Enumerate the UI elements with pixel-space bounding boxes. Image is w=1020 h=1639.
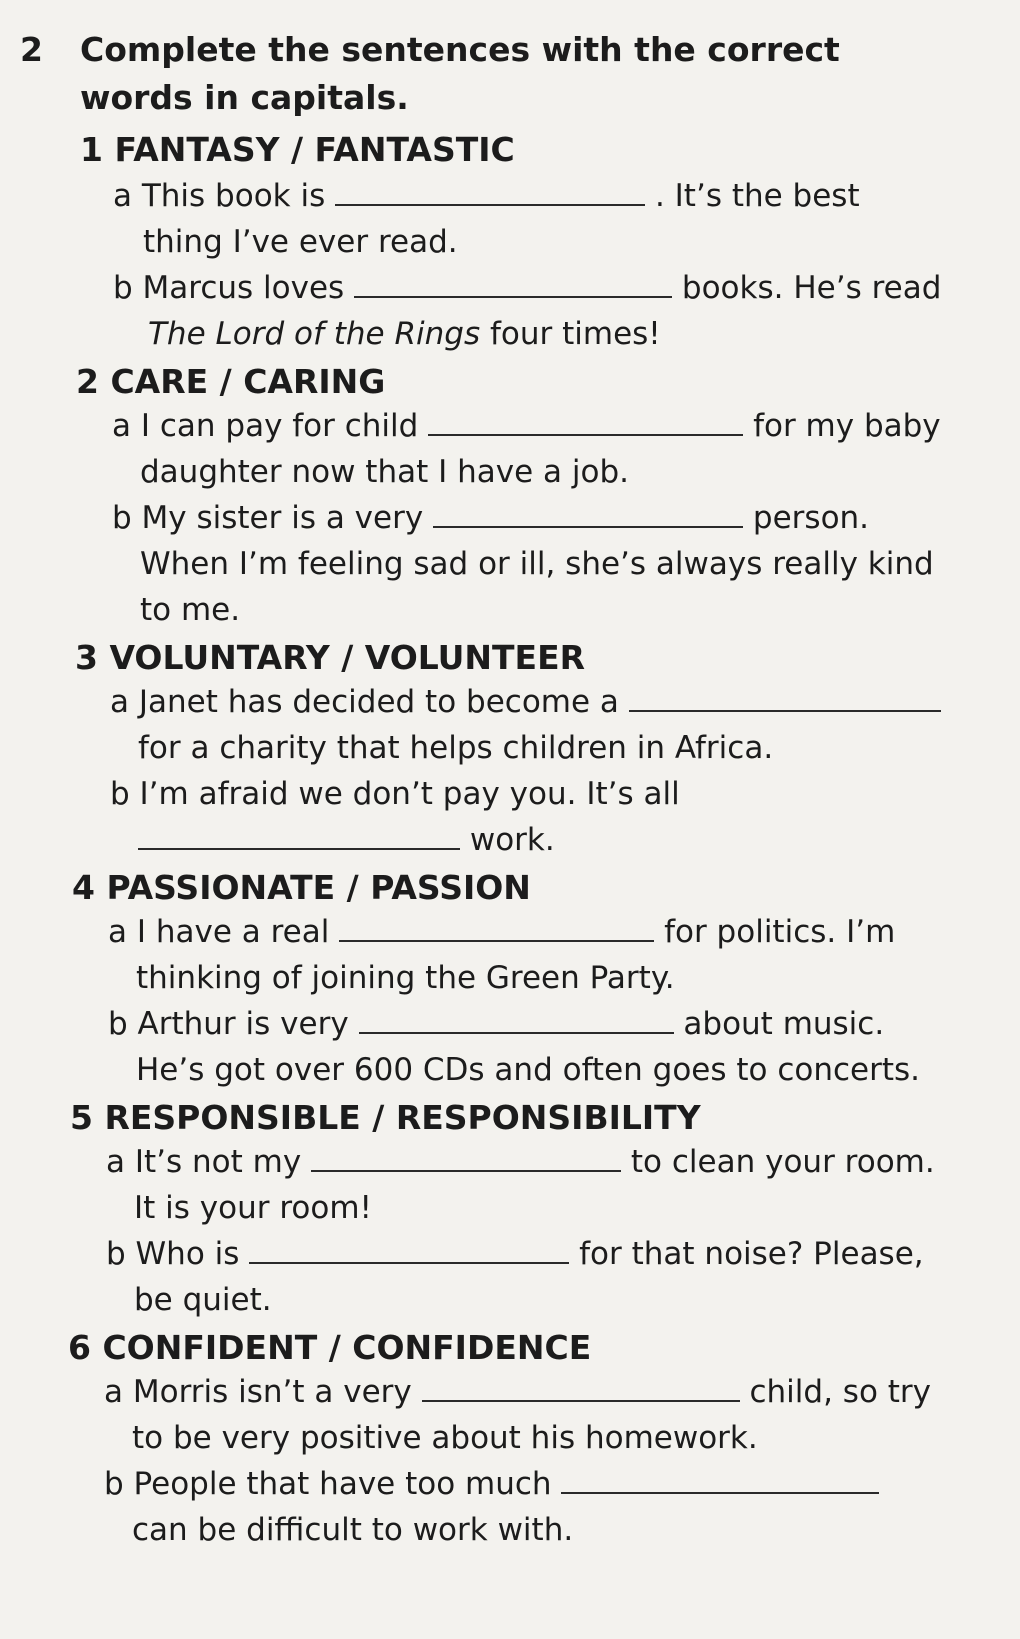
item-4a-text-after: for politics. I’m (664, 914, 896, 950)
item-4b-text-after: about music. (683, 1006, 885, 1042)
item-6-title: 6 CONFIDENT / CONFIDENCE (68, 1328, 592, 1367)
exercise-instruction: Complete the sentences with the correct words in capitals. (80, 30, 840, 117)
item-5a-line-2: It is your room! (134, 1190, 372, 1226)
item-3a-blank[interactable] (629, 684, 941, 712)
item-1b-blank[interactable] (354, 270, 672, 298)
item-5a-blank[interactable] (311, 1144, 621, 1172)
item-5b-text-after: for that noise? Please, (579, 1236, 924, 1272)
item-2b-line-3: to me. (140, 592, 241, 628)
item-3b-line-2 (138, 822, 555, 858)
item-4b-text-before: b Arthur is very (108, 1006, 349, 1042)
item-1b-text-after: books. He’s read (681, 270, 942, 306)
item-1a-line-1 (113, 178, 860, 214)
item-5a-text-before: a It’s not my (106, 1144, 302, 1180)
item-1b-line-2 (148, 316, 661, 352)
item-5b-line-2: be quiet. (134, 1282, 272, 1318)
item-2a-line-2: daughter now that I have a job. (140, 454, 629, 490)
item-4b-line-2: He’s got over 600 CDs and often goes to concerts. (136, 1052, 921, 1088)
item-5b-text-before: b Who is (106, 1236, 240, 1272)
item-6b-line-1 (104, 1466, 879, 1502)
item-1a-line-2: thing I’ve ever read. (143, 224, 458, 260)
item-2a-text-before: a I can pay for child (112, 408, 419, 444)
item-6a-text-after: child, so try (749, 1374, 932, 1410)
item-5b-line-1 (106, 1236, 924, 1272)
item-1b-text-before: b Marcus loves (113, 270, 345, 306)
item-1b-line-1 (113, 270, 941, 306)
item-1b-text-end: four times! (480, 316, 661, 352)
item-2a-blank[interactable] (428, 408, 743, 436)
item-4a-line-2: thinking of joining the Green Party. (136, 960, 675, 996)
item-4b-blank[interactable] (359, 1006, 674, 1034)
item-1a-text-before: a This book is (113, 178, 326, 214)
item-6b-line-2: can be difficult to work with. (132, 1512, 574, 1548)
item-6a-blank[interactable] (422, 1374, 740, 1402)
item-6a-line-1 (104, 1374, 931, 1410)
item-5-title: 5 RESPONSIBLE / RESPONSIBILITY (70, 1098, 701, 1137)
item-2a-line-1 (112, 408, 941, 444)
item-5b-blank[interactable] (249, 1236, 569, 1264)
item-1-title: 1 FANTASY / FANTASTIC (80, 130, 515, 169)
item-6b-text-before: b People that have too much (104, 1466, 552, 1502)
item-2-title: 2 CARE / CARING (76, 362, 386, 401)
item-1a-blank[interactable] (335, 178, 645, 206)
item-2b-line-2: When I’m feeling sad or ill, she’s always really kind (140, 546, 934, 582)
item-2b-text-after: person. (752, 500, 870, 536)
item-4-title: 4 PASSIONATE / PASSION (72, 868, 531, 907)
item-2b-text-before: b My sister is a very (112, 500, 424, 536)
item-3a-line-1 (110, 684, 941, 720)
item-4b-line-1 (108, 1006, 884, 1042)
item-6b-blank[interactable] (561, 1466, 879, 1494)
item-2b-line-1 (112, 500, 869, 536)
item-5a-text-after: to clean your room. (630, 1144, 935, 1180)
item-6a-text-before: a Morris isn’t a very (104, 1374, 412, 1410)
item-3b-text-after: work. (469, 822, 555, 858)
item-3a-text-before: a Janet has decided to become a (110, 684, 619, 720)
item-4a-text-before: a I have a real (108, 914, 330, 950)
item-3b-blank[interactable] (138, 822, 460, 850)
item-2a-text-after: for my baby (753, 408, 941, 444)
item-1a-text-after: . It’s the best (654, 178, 860, 214)
item-3b-line-1: b I’m afraid we don’t pay you. It’s all (110, 776, 680, 812)
item-6a-line-2: to be very positive about his homework. (132, 1420, 758, 1456)
item-5a-line-1 (106, 1144, 935, 1180)
item-2b-blank[interactable] (433, 500, 743, 528)
item-4a-blank[interactable] (339, 914, 654, 942)
item-3-title: 3 VOLUNTARY / VOLUNTEER (75, 638, 586, 677)
book-title: The Lord of the Rings (148, 316, 481, 352)
item-4a-line-1 (108, 914, 895, 950)
item-3a-line-2: for a charity that helps children in Africa. (138, 730, 774, 766)
exercise-number: 2 (20, 30, 43, 69)
